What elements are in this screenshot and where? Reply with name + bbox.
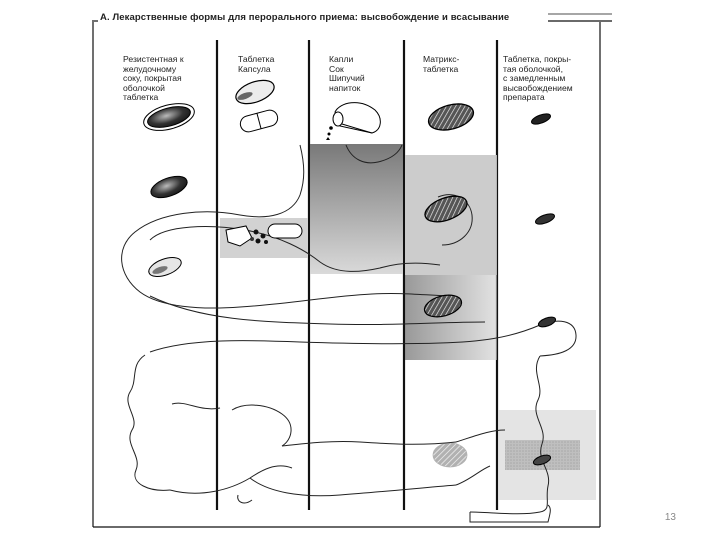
page-number: 13 [664, 512, 676, 523]
diagram-title: А. Лекарственные формы для перорального приема: высвобождение и всасывание [100, 12, 510, 23]
gastro-resistant-tablets [141, 99, 197, 281]
column-label-tablet-capsule: Таблетка Капсула [238, 54, 275, 74]
column-label-matrix: Матрикс- таблетка [423, 54, 460, 74]
column-label-liquid: Капли Сок Шипучий напиток [329, 54, 365, 93]
liquid-forms [326, 103, 380, 140]
column-label-delayed-release: Таблетка, покры- тая оболочкой, с замедленным высвобождением препарата [503, 54, 573, 103]
column-label-gastro-resistant: Резистентная к желудочному соку, покрытая оболочкой таблетка [123, 54, 184, 103]
